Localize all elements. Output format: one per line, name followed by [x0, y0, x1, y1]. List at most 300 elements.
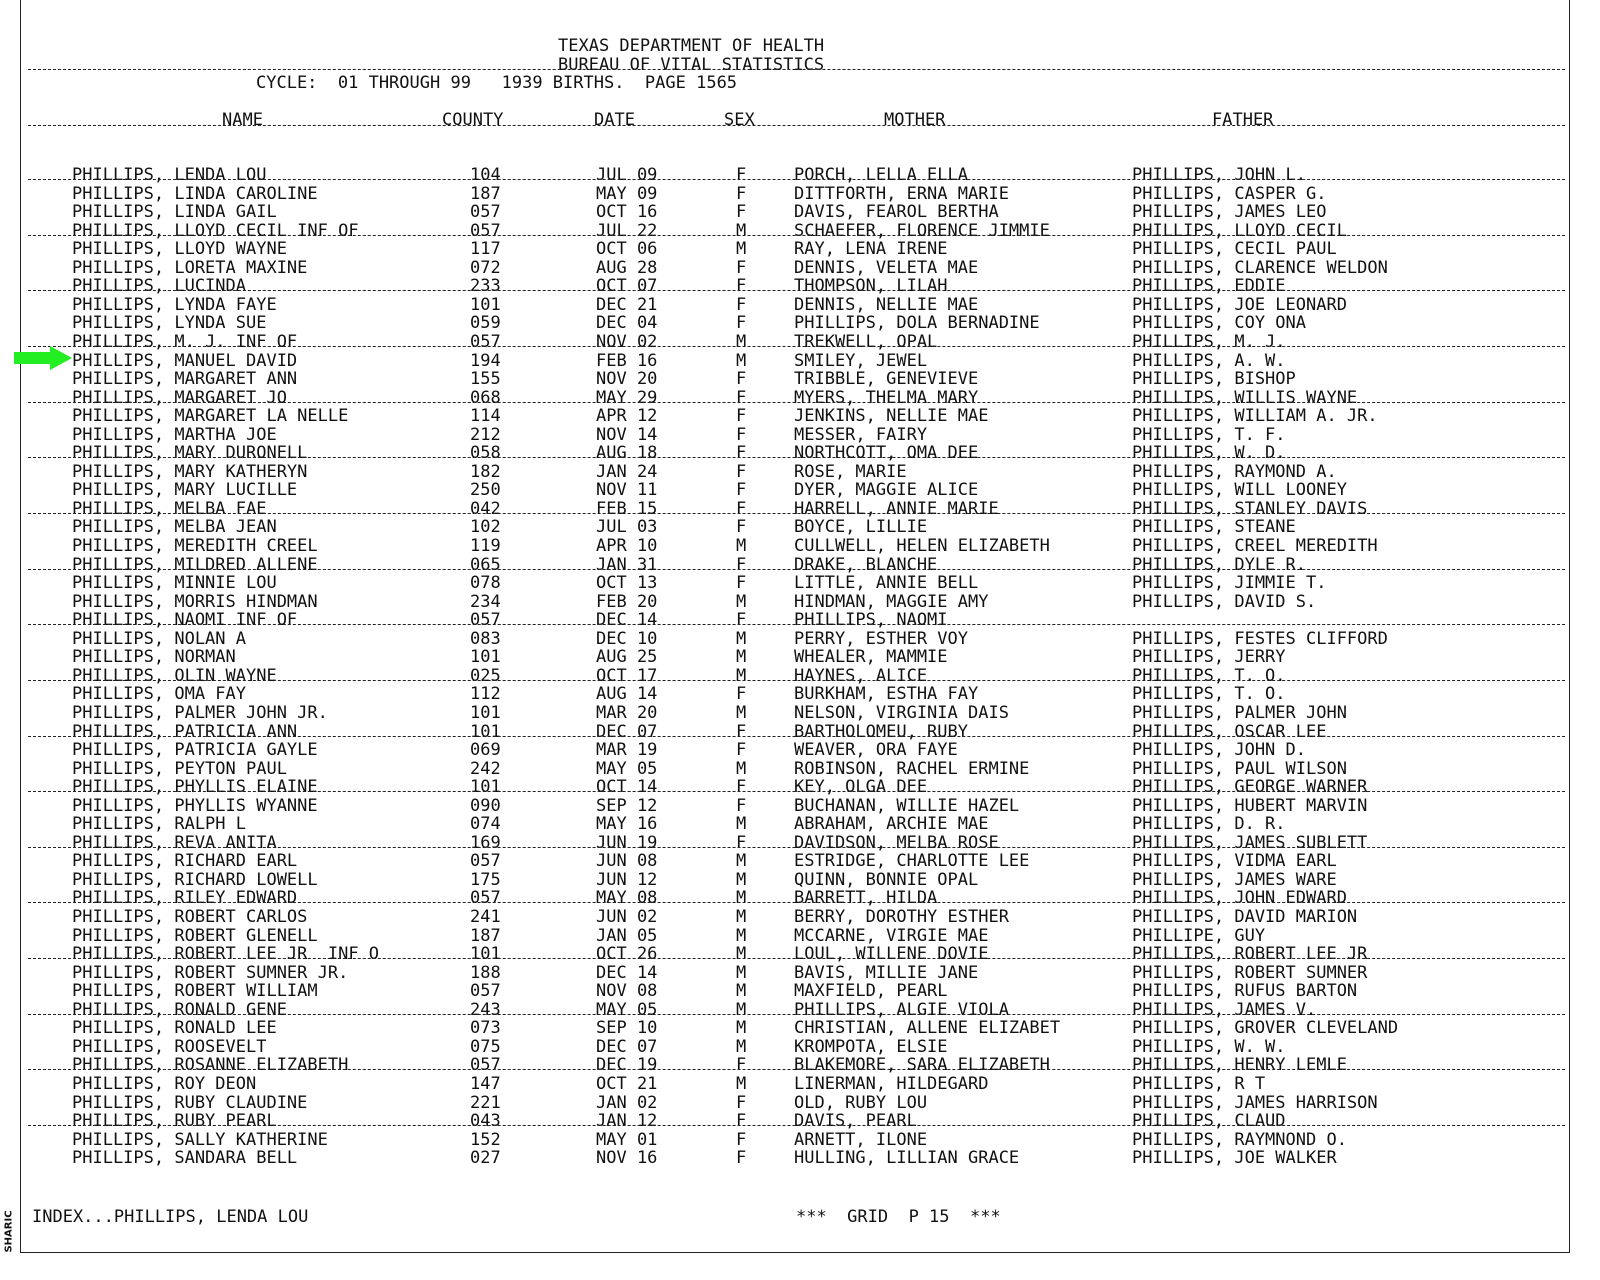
cell-county: 212 — [470, 424, 501, 445]
table-row — [0, 964, 1600, 983]
cell-name: PHILLIPS, LENDA LOU — [72, 165, 267, 185]
cell-father: PHILLIPS, JAMES SUBLETT — [1132, 832, 1368, 853]
cell-county: 073 — [470, 1018, 501, 1039]
cell-mother: BOYCE, LILLIE — [794, 517, 928, 538]
cell-mother: OLD, RUBY LOU — [794, 1092, 928, 1113]
cell-sex: F — [736, 443, 747, 464]
cell-county: 101 — [470, 777, 501, 798]
cell-father: PHILLIPS, RAYMOND A. — [1132, 461, 1337, 482]
cell-date: AUG 18 — [596, 443, 658, 464]
side-stamp: SHARIC — [3, 1210, 15, 1253]
table-row — [0, 945, 1600, 964]
cell-county: 101 — [470, 944, 501, 965]
cell-sex: M — [736, 220, 747, 241]
cell-date: JUN 02 — [596, 907, 658, 927]
cell-father: PHILLIPS, JIMMIE T. — [1132, 573, 1327, 594]
cell-name: PHILLIPS, MANUEL DAVID — [72, 350, 298, 371]
row-divider — [28, 791, 1565, 792]
cell-date: MAY 05 — [596, 999, 658, 1020]
index-footer: INDEX...PHILLIPS, LENDA LOU — [32, 1207, 309, 1227]
table-row — [0, 593, 1600, 612]
cell-father: PHILLIPS, ROBERT LEE JR — [1132, 944, 1368, 965]
column-header-county: COUNTY — [442, 110, 504, 130]
cell-county: 101 — [470, 702, 501, 723]
cell-name: PHILLIPS, RONALD LEE — [72, 1018, 277, 1039]
cell-name: PHILLIPS, LINDA CAROLINE — [72, 183, 318, 204]
cell-county: 114 — [470, 406, 501, 427]
column-header-mother: MOTHER — [884, 110, 946, 130]
cell-sex: F — [736, 202, 747, 223]
row-divider — [28, 179, 1565, 180]
table-row — [0, 518, 1600, 537]
cell-sex: F — [736, 721, 747, 742]
cell-mother: ESTRIDGE, CHARLOTTE LEE — [794, 851, 1030, 872]
cell-mother: BAVIS, MILLIE JANE — [794, 962, 979, 983]
cell-sex: M — [736, 907, 747, 927]
cell-mother: MESSER, FAIRY — [794, 424, 928, 445]
cell-father: PHILLIPS, PAUL WILSON — [1132, 758, 1347, 779]
cell-county: 057 — [470, 888, 501, 909]
row-divider — [28, 736, 1565, 737]
cell-father: PHILLIPS, FESTES CLIFFORD — [1132, 628, 1388, 649]
cell-county: 112 — [470, 684, 501, 705]
cell-county: 057 — [470, 220, 501, 241]
cell-name: PHILLIPS, ROBERT GLENELL — [72, 925, 318, 946]
cell-sex: F — [736, 1129, 747, 1150]
cell-father: PHILLIPS, HUBERT MARVIN — [1132, 795, 1368, 816]
header-divider-bottom — [28, 125, 1565, 126]
cell-sex: M — [736, 1073, 747, 1094]
cell-county: 119 — [470, 536, 501, 556]
cell-date: NOV 20 — [596, 369, 658, 390]
cell-date: OCT 16 — [596, 202, 658, 223]
cell-mother: WEAVER, ORA FAYE — [794, 740, 958, 761]
cell-name: PHILLIPS, PHYLLIS ELAINE — [72, 777, 318, 798]
cell-name: PHILLIPS, RICHARD LOWELL — [72, 869, 318, 890]
cell-county: 101 — [470, 294, 501, 315]
cell-name: PHILLIPS, PALMER JOHN JR. — [72, 702, 328, 723]
cell-date: JAN 12 — [596, 1111, 658, 1132]
row-divider — [28, 1014, 1565, 1015]
cell-county: 242 — [470, 758, 501, 779]
cell-father: PHILLIPS, JERRY — [1132, 647, 1286, 668]
cell-sex: M — [736, 758, 747, 779]
cell-date: JUL 09 — [596, 165, 658, 185]
table-row — [0, 685, 1600, 704]
cell-date: DEC 14 — [596, 610, 658, 631]
cell-county: 043 — [470, 1111, 501, 1132]
cell-date: JAN 02 — [596, 1092, 658, 1113]
cell-county: 169 — [470, 832, 501, 853]
cell-name: PHILLIPS, ROBERT SUMNER JR. — [72, 962, 349, 983]
table-row — [0, 574, 1600, 593]
cell-date: DEC 21 — [596, 294, 658, 315]
cell-sex: F — [736, 573, 747, 594]
cell-date: JUN 19 — [596, 832, 658, 853]
row-divider — [28, 457, 1565, 458]
cell-mother: LITTLE, ANNIE BELL — [794, 573, 979, 594]
cell-date: DEC 07 — [596, 1036, 658, 1057]
cell-father: PHILLIPS, W. W. — [1132, 1036, 1286, 1057]
cell-county: 175 — [470, 869, 501, 890]
cell-mother: CULLWELL, HELEN ELIZABETH — [794, 536, 1050, 556]
cell-mother: TREKWELL, OPAL — [794, 331, 938, 352]
cell-father: PHILLIPS, OSCAR LEE — [1132, 721, 1327, 742]
cell-sex: F — [736, 276, 747, 297]
cell-name: PHILLIPS, MARGARET ANN — [72, 369, 298, 390]
cell-name: PHILLIPS, PATRICIA ANN — [72, 721, 298, 742]
cell-father: PHILLIPE, GUY — [1132, 925, 1266, 946]
cell-sex: M — [736, 1036, 747, 1057]
cell-name: PHILLIPS, RALPH L — [72, 814, 246, 835]
cell-date: SEP 10 — [596, 1018, 658, 1039]
cell-sex: M — [736, 647, 747, 668]
cell-father: PHILLIPS, STEANE — [1132, 517, 1296, 538]
cell-name: PHILLIPS, RONALD GENE — [72, 999, 287, 1020]
cell-sex: M — [736, 869, 747, 890]
table-row — [0, 1038, 1600, 1057]
column-header-sex: SEX — [724, 110, 755, 130]
cell-sex: M — [736, 665, 747, 686]
cell-date: DEC 14 — [596, 962, 658, 983]
cell-father: PHILLIPS, RAYMNOND O. — [1132, 1129, 1347, 1150]
cell-father: PHILLIPS, R T — [1132, 1073, 1266, 1094]
cell-sex: F — [736, 1111, 747, 1132]
bureau-title: BUREAU OF VITAL STATISTICS — [558, 55, 825, 75]
cell-name: PHILLIPS, MORRIS HINDMAN — [72, 591, 318, 612]
row-divider — [28, 346, 1565, 347]
cell-name: PHILLIPS, RICHARD EARL — [72, 851, 298, 872]
cell-name: PHILLIPS, PHYLLIS WYANNE — [72, 795, 318, 816]
cell-mother: NORTHCOTT, OMA DEE — [794, 443, 979, 464]
table-row — [0, 704, 1600, 723]
cell-mother: ROSE, MARIE — [794, 461, 907, 482]
cell-mother: HAYNES, ALICE — [794, 665, 928, 686]
cell-father: PHILLIPS, ROBERT SUMNER — [1132, 962, 1368, 983]
cell-name: PHILLIPS, LORETA MAXINE — [72, 257, 308, 278]
cell-county: 187 — [470, 183, 501, 204]
cell-father: PHILLIPS, PALMER JOHN — [1132, 702, 1347, 723]
cell-name: PHILLIPS, NAOMI INF OF — [72, 610, 298, 631]
cell-father: PHILLIPS, COY ONA — [1132, 313, 1306, 334]
cell-name: PHILLIPS, PEYTON PAUL — [72, 758, 287, 779]
cell-sex: M — [736, 331, 747, 352]
cell-county: 059 — [470, 313, 501, 334]
table-row — [0, 723, 1600, 742]
cell-sex: F — [736, 498, 747, 519]
cell-county: 065 — [470, 554, 501, 575]
cell-sex: F — [736, 257, 747, 278]
cell-father: PHILLIPS, JAMES HARRISON — [1132, 1092, 1378, 1113]
cell-sex: M — [736, 1018, 747, 1039]
cell-sex: F — [736, 313, 747, 334]
cell-father: PHILLIPS, WILL LOONEY — [1132, 480, 1347, 501]
cell-father: PHILLIPS, JAMES V. — [1132, 999, 1317, 1020]
cell-name: PHILLIPS, LINDA GAIL — [72, 202, 277, 223]
cell-father: PHILLIPS, JAMES LEO — [1132, 202, 1327, 223]
cell-sex: F — [736, 740, 747, 761]
table-row — [0, 277, 1600, 296]
table-row — [0, 426, 1600, 445]
cell-father: PHILLIPS, BISHOP — [1132, 369, 1296, 390]
cell-county: 057 — [470, 851, 501, 872]
table-row — [0, 259, 1600, 278]
cell-date: JUN 12 — [596, 869, 658, 890]
cell-county: 152 — [470, 1129, 501, 1150]
cell-sex: F — [736, 461, 747, 482]
cell-date: NOV 11 — [596, 480, 658, 501]
cell-date: JAN 31 — [596, 554, 658, 575]
cell-name: PHILLIPS, M. J. INF OF — [72, 331, 298, 352]
cell-date: OCT 13 — [596, 573, 658, 594]
row-divider — [28, 958, 1565, 959]
cell-mother: DAVIDSON, MELBA ROSE — [794, 832, 999, 853]
cell-county: 057 — [470, 981, 501, 1002]
cell-sex: M — [736, 536, 747, 556]
cell-father: PHILLIPS, JOHN EDWARD — [1132, 888, 1347, 909]
cell-sex: M — [736, 962, 747, 983]
cell-date: AUG 28 — [596, 257, 658, 278]
row-divider — [28, 235, 1565, 236]
table-row — [0, 667, 1600, 686]
cell-father: PHILLIPS, CLARENCE WELDON — [1132, 257, 1388, 278]
cell-name: PHILLIPS, LYNDA SUE — [72, 313, 267, 334]
cell-father: PHILLIPS, CASPER G. — [1132, 183, 1327, 204]
cell-sex: M — [736, 851, 747, 872]
table-row — [0, 463, 1600, 482]
cell-mother: KROMPOTA, ELSIE — [794, 1036, 948, 1057]
cell-name: PHILLIPS, ROBERT CARLOS — [72, 907, 308, 927]
cell-county: 250 — [470, 480, 501, 501]
cell-county: 068 — [470, 387, 501, 408]
cell-name: PHILLIPS, LYNDA FAYE — [72, 294, 277, 315]
cell-county: 075 — [470, 1036, 501, 1057]
cell-mother: BUCHANAN, WILLIE HAZEL — [794, 795, 1020, 816]
cell-sex: F — [736, 424, 747, 445]
cell-father: PHILLIPS, JOHN L. — [1132, 165, 1306, 185]
table-row — [0, 1056, 1600, 1075]
cell-name: PHILLIPS, NORMAN — [72, 647, 236, 668]
cell-mother: PHILLIPS, DOLA BERNADINE — [794, 313, 1040, 334]
cell-father: PHILLIPS, VIDMA EARL — [1132, 851, 1337, 872]
cell-date: OCT 21 — [596, 1073, 658, 1094]
cell-date: OCT 26 — [596, 944, 658, 965]
table-row — [0, 203, 1600, 222]
table-row — [0, 797, 1600, 816]
cell-date: JUL 03 — [596, 517, 658, 538]
cell-mother: BARTHOLOMEU, RUBY — [794, 721, 968, 742]
cell-sex: F — [736, 777, 747, 798]
cell-date: FEB 20 — [596, 591, 658, 612]
cell-county: 241 — [470, 907, 501, 927]
cell-mother: DENNIS, NELLIE MAE — [794, 294, 979, 315]
cell-county: 025 — [470, 665, 501, 686]
cell-mother: PHILLIPS, ALGIE VIOLA — [794, 999, 1009, 1020]
row-divider — [28, 402, 1565, 403]
cell-date: NOV 16 — [596, 1148, 658, 1169]
column-header-date: DATE — [594, 110, 635, 130]
cycle-line: CYCLE: 01 THROUGH 99 1939 BIRTHS. PAGE 1565 — [256, 73, 738, 93]
cell-name: PHILLIPS, OMA FAY — [72, 684, 246, 705]
cell-father: PHILLIPS, GROVER CLEVELAND — [1132, 1018, 1399, 1039]
cell-name: PHILLIPS, ROBERT WILLIAM — [72, 981, 318, 1002]
cell-county: 057 — [470, 1055, 501, 1076]
table-row — [0, 1019, 1600, 1038]
table-row — [0, 760, 1600, 779]
table-row — [0, 648, 1600, 667]
cell-date: MAR 20 — [596, 702, 658, 723]
cell-date: NOV 02 — [596, 331, 658, 352]
cell-date: OCT 07 — [596, 276, 658, 297]
cell-date: DEC 04 — [596, 313, 658, 334]
cell-sex: M — [736, 814, 747, 835]
cell-name: PHILLIPS, MARY LUCILLE — [72, 480, 298, 501]
cell-mother: MAXFIELD, PEARL — [794, 981, 948, 1002]
cell-name: PHILLIPS, PATRICIA GAYLE — [72, 740, 318, 761]
cell-father: PHILLIPS, JOE LEONARD — [1132, 294, 1347, 315]
cell-sex: M — [736, 239, 747, 260]
cell-county: 101 — [470, 721, 501, 742]
table-row — [0, 481, 1600, 500]
cell-date: APR 10 — [596, 536, 658, 556]
cell-county: 057 — [470, 610, 501, 631]
cell-sex: F — [736, 1092, 747, 1113]
cell-date: OCT 17 — [596, 665, 658, 686]
cell-father: PHILLIPS, T. O. — [1132, 684, 1286, 705]
cell-mother: JENKINS, NELLIE MAE — [794, 406, 989, 427]
table-row — [0, 166, 1600, 185]
cell-father: PHILLIPS, A. W. — [1132, 350, 1286, 371]
table-row — [0, 314, 1600, 333]
table-row — [0, 444, 1600, 463]
cell-name: PHILLIPS, RUBY CLAUDINE — [72, 1092, 308, 1113]
cell-date: JAN 05 — [596, 925, 658, 946]
cell-father: PHILLIPS, WILLIAM A. JR. — [1132, 406, 1378, 427]
header-divider-top — [28, 69, 1565, 70]
cell-sex: M — [736, 350, 747, 371]
table-row — [0, 556, 1600, 575]
cell-sex: F — [736, 832, 747, 853]
cell-county: 234 — [470, 591, 501, 612]
cell-name: PHILLIPS, MARY DURONELL — [72, 443, 308, 464]
table-row — [0, 927, 1600, 946]
cell-mother: KEY, OLGA DEE — [794, 777, 928, 798]
cell-mother: RAY, LENA IRENE — [794, 239, 948, 260]
cell-mother: PHILLIPS, NAOMI — [794, 610, 948, 631]
cell-mother: PORCH, LELLA ELLA — [794, 165, 968, 185]
cell-county: 101 — [470, 647, 501, 668]
cell-name: PHILLIPS, MILDRED ALLENE — [72, 554, 318, 575]
cell-sex: F — [736, 1055, 747, 1076]
right-arrow-icon — [14, 346, 72, 370]
cell-sex: F — [736, 165, 747, 185]
table-row — [0, 352, 1600, 371]
cell-date: OCT 14 — [596, 777, 658, 798]
cell-county: 083 — [470, 628, 501, 649]
table-row — [0, 370, 1600, 389]
cell-father: PHILLIPS, CREEL MEREDITH — [1132, 536, 1378, 556]
cell-name: PHILLIPS, REVA ANITA — [72, 832, 277, 853]
row-divider — [28, 680, 1565, 681]
cell-mother: SMILEY, JEWEL — [794, 350, 928, 371]
table-row — [0, 500, 1600, 519]
cell-father: PHILLIPS, STANLEY DAVIS — [1132, 498, 1368, 519]
cell-mother: DENNIS, VELETA MAE — [794, 257, 979, 278]
table-row — [0, 611, 1600, 630]
cell-name: PHILLIPS, MEREDITH CREEL — [72, 536, 318, 556]
cell-mother: HARRELL, ANNIE MARIE — [794, 498, 999, 519]
cell-county: 221 — [470, 1092, 501, 1113]
row-divider — [28, 513, 1565, 514]
cell-father: PHILLIPS, CLAUD — [1132, 1111, 1286, 1132]
cell-name: PHILLIPS, ROY DEON — [72, 1073, 257, 1094]
table-row — [0, 537, 1600, 556]
cell-mother: SCHAEFER, FLORENCE JIMMIE — [794, 220, 1050, 241]
cell-name: PHILLIPS, MARY KATHERYN — [72, 461, 308, 482]
cell-name: PHILLIPS, LUCINDA — [72, 276, 246, 297]
table-row — [0, 1112, 1600, 1131]
table-row — [0, 185, 1600, 204]
cell-name: PHILLIPS, RUBY PEARL — [72, 1111, 277, 1132]
cell-sex: M — [736, 591, 747, 612]
cell-date: AUG 14 — [596, 684, 658, 705]
cell-father: PHILLIPS, LLOYD CECIL — [1132, 220, 1347, 241]
cell-sex: M — [736, 628, 747, 649]
cell-father: PHILLIPS, WILLIS WAYNE — [1132, 387, 1358, 408]
cell-mother: DAVIS, FEAROL BERTHA — [794, 202, 999, 223]
cell-date: MAR 19 — [596, 740, 658, 761]
cell-date: APR 12 — [596, 406, 658, 427]
cell-date: MAY 08 — [596, 888, 658, 909]
cell-mother: DITTFORTH, ERNA MARIE — [794, 183, 1009, 204]
table-row — [0, 389, 1600, 408]
cell-mother: THOMPSON, LILAH — [794, 276, 948, 297]
cell-county: 090 — [470, 795, 501, 816]
cell-mother: LOUL, WILLENE DOVIE — [794, 944, 989, 965]
cell-mother: MCCARNE, VIRGIE MAE — [794, 925, 989, 946]
cell-date: JUL 22 — [596, 220, 658, 241]
cell-mother: HULLING, LILLIAN GRACE — [794, 1148, 1020, 1169]
cell-date: MAY 29 — [596, 387, 658, 408]
table-row — [0, 1001, 1600, 1020]
cell-county: 182 — [470, 461, 501, 482]
cell-sex: M — [736, 981, 747, 1002]
column-header-father: FATHER — [1212, 110, 1274, 130]
column-header-name: NAME — [222, 110, 263, 130]
cell-mother: WHEALER, MAMMIE — [794, 647, 948, 668]
cell-county: 027 — [470, 1148, 501, 1169]
cell-mother: DYER, MAGGIE ALICE — [794, 480, 979, 501]
row-divider — [28, 624, 1565, 625]
cell-sex: F — [736, 387, 747, 408]
cell-date: OCT 06 — [596, 239, 658, 260]
cell-father: PHILLIPS, DYLE R. — [1132, 554, 1306, 575]
cell-name: PHILLIPS, MINNIE LOU — [72, 573, 277, 594]
cell-father: PHILLIPS, DAVID S. — [1132, 591, 1317, 612]
table-row — [0, 778, 1600, 797]
table-row — [0, 982, 1600, 1001]
table-row — [0, 630, 1600, 649]
table-row — [0, 240, 1600, 259]
row-divider — [28, 847, 1565, 848]
cell-father: PHILLIPS, CECIL PAUL — [1132, 239, 1337, 260]
cell-sex: F — [736, 554, 747, 575]
cell-name: PHILLIPS, NOLAN A — [72, 628, 246, 649]
cell-mother: QUINN, BONNIE OPAL — [794, 869, 979, 890]
cell-sex: F — [736, 610, 747, 631]
cell-mother: DAVIS, PEARL — [794, 1111, 917, 1132]
cell-date: MAY 01 — [596, 1129, 658, 1150]
